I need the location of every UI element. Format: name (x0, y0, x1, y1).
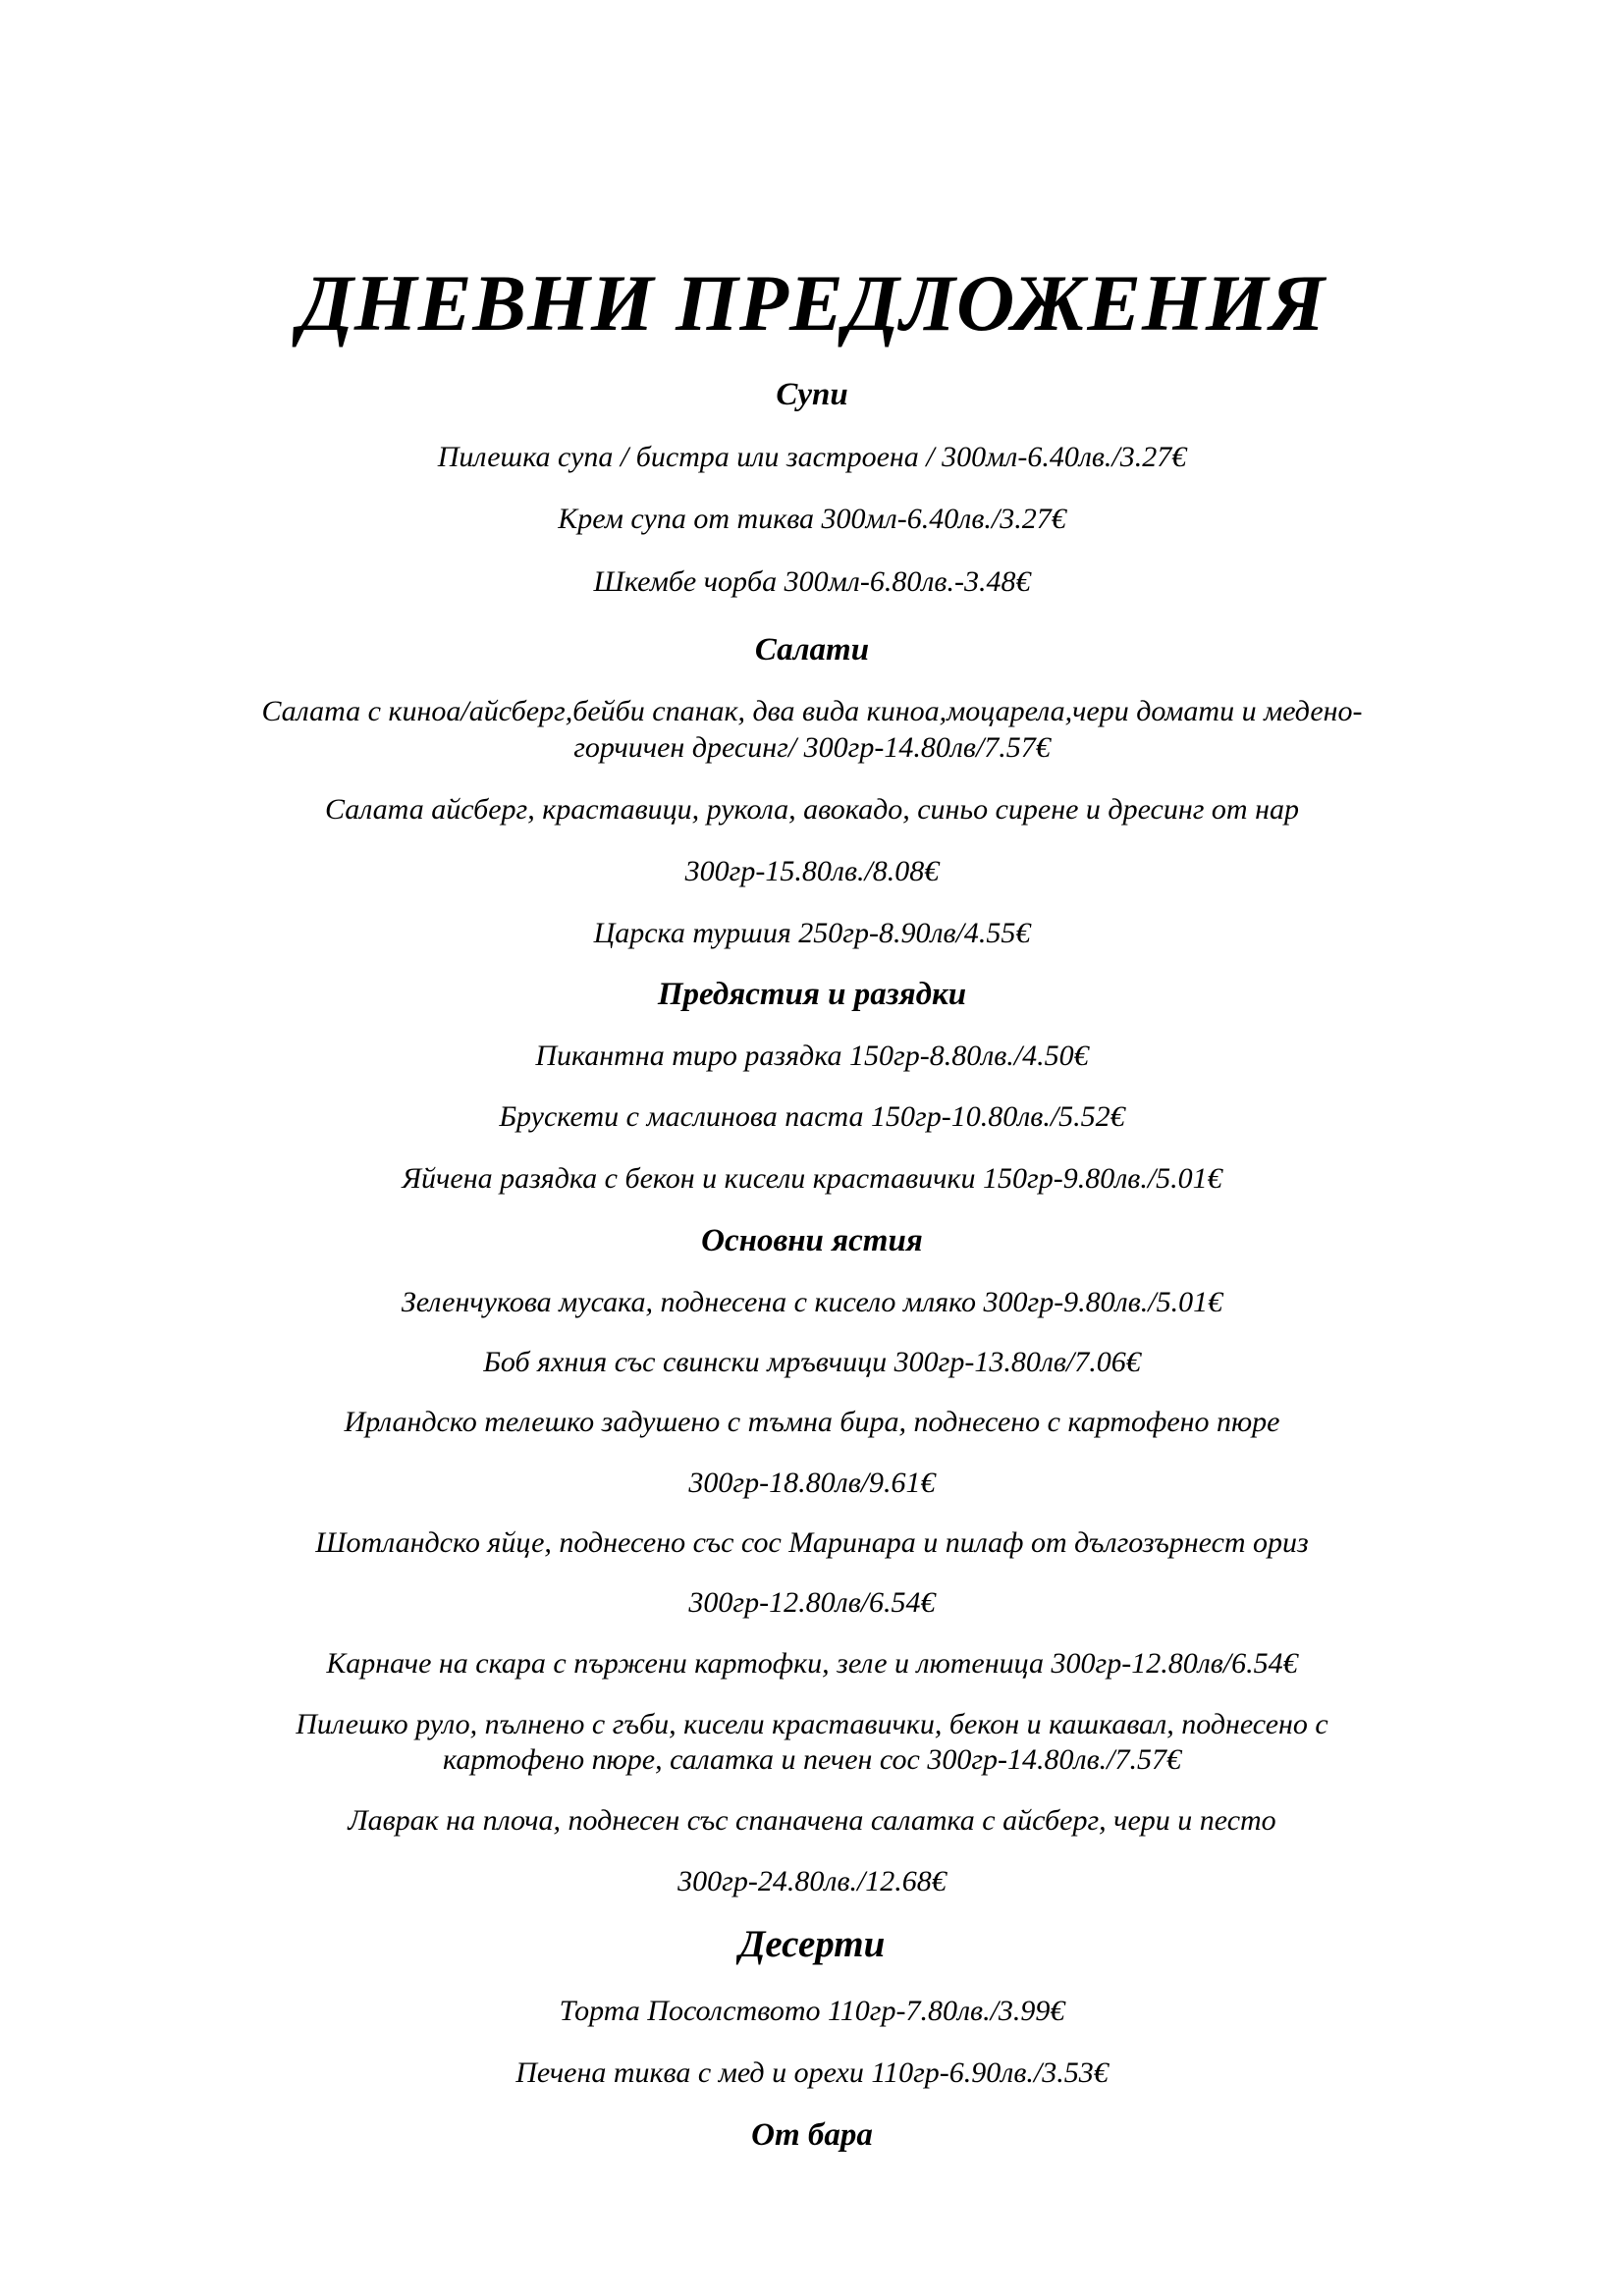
menu-item: картофено пюре, салатка и печен сос 300гр-14.80лв./7.57€ (443, 1743, 1181, 1776)
menu-item: Пикантна тиро разядка 150гр-8.80лв./4.50€ (535, 1040, 1089, 1072)
menu-item: Карначе на скара с пържени картофки, зеле и лютеница 300гр-12.80лв/6.54€ (326, 1647, 1298, 1680)
menu-item: Салата с киноа/айсберг,бейби спанак, два вида киноа,моцарела,чери домати и медено- (261, 695, 1363, 727)
section-heading-bar: От бара (751, 2117, 873, 2153)
section-heading-soups: Супи (776, 377, 848, 412)
section-heading-starters: Предястия и разядки (657, 977, 967, 1012)
page-title: ДНЕВНИ ПРЕДЛОЖЕНИЯ (298, 258, 1326, 347)
menu-item: Торта Посолството 110гр-7.80лв./3.99€ (559, 1995, 1065, 2027)
menu-item: Ирландско телешко задушено с тъмна бира, поднесено с картофено пюре (344, 1406, 1280, 1438)
menu-item: Царска туршия 250гр-8.90лв/4.55€ (593, 917, 1031, 949)
menu-item: Пилешко руло, пълнено с гъби, кисели краставички, бекон и кашкавал, поднесено с (296, 1708, 1328, 1740)
menu-item: Лаврак на плоча, поднесен със спаначена салатка с айсберг, чери и песто (348, 1804, 1276, 1837)
section-heading-salads: Салати (754, 632, 870, 667)
menu-item: Салата айсберг, краставици, рукола, авокадо, синьо сирене и дресинг от нар (325, 793, 1299, 826)
menu-item: Зеленчукова мусака, поднесена с кисело мляко 300гр-9.80лв./5.01€ (401, 1286, 1223, 1318)
section-heading-mains: Основни ястия (701, 1223, 923, 1258)
menu-item: 300гр-12.80лв/6.54€ (688, 1586, 936, 1619)
menu-item: Пилешка супа / бистра или застроена / 300мл-6.40лв./3.27€ (437, 441, 1187, 473)
menu-item: 300гр-24.80лв./12.68€ (677, 1865, 947, 1897)
menu-item: Боб яхния със свински мръвчици 300гр-13.80лв/7.06€ (483, 1346, 1141, 1378)
menu-item: 300гр-18.80лв/9.61€ (688, 1467, 936, 1499)
menu-item: 300гр-15.80лв./8.08€ (684, 855, 940, 887)
menu-item: Шкембе чорба 300мл-6.80лв.-3.48€ (593, 565, 1031, 598)
section-heading-desserts: Десерти (738, 1923, 886, 1965)
menu-item: Крем супа от тиква 300мл-6.40лв./3.27€ (558, 503, 1066, 535)
menu-item: Яйчена разядка с бекон и кисели краставички 150гр-9.80лв./5.01€ (402, 1162, 1222, 1195)
menu-item: Брускети с маслинова паста 150гр-10.80лв./5.52€ (499, 1100, 1125, 1133)
menu-item: горчичен дресинг/ 300гр-14.80лв/7.57€ (573, 731, 1051, 764)
menu-item: Печена тиква с мед и орехи 110гр-6.90лв./3.53€ (515, 2056, 1109, 2089)
menu-item: Шотландско яйце, поднесено със сос Маринара и пилаф от дългозърнест ориз (315, 1526, 1309, 1559)
